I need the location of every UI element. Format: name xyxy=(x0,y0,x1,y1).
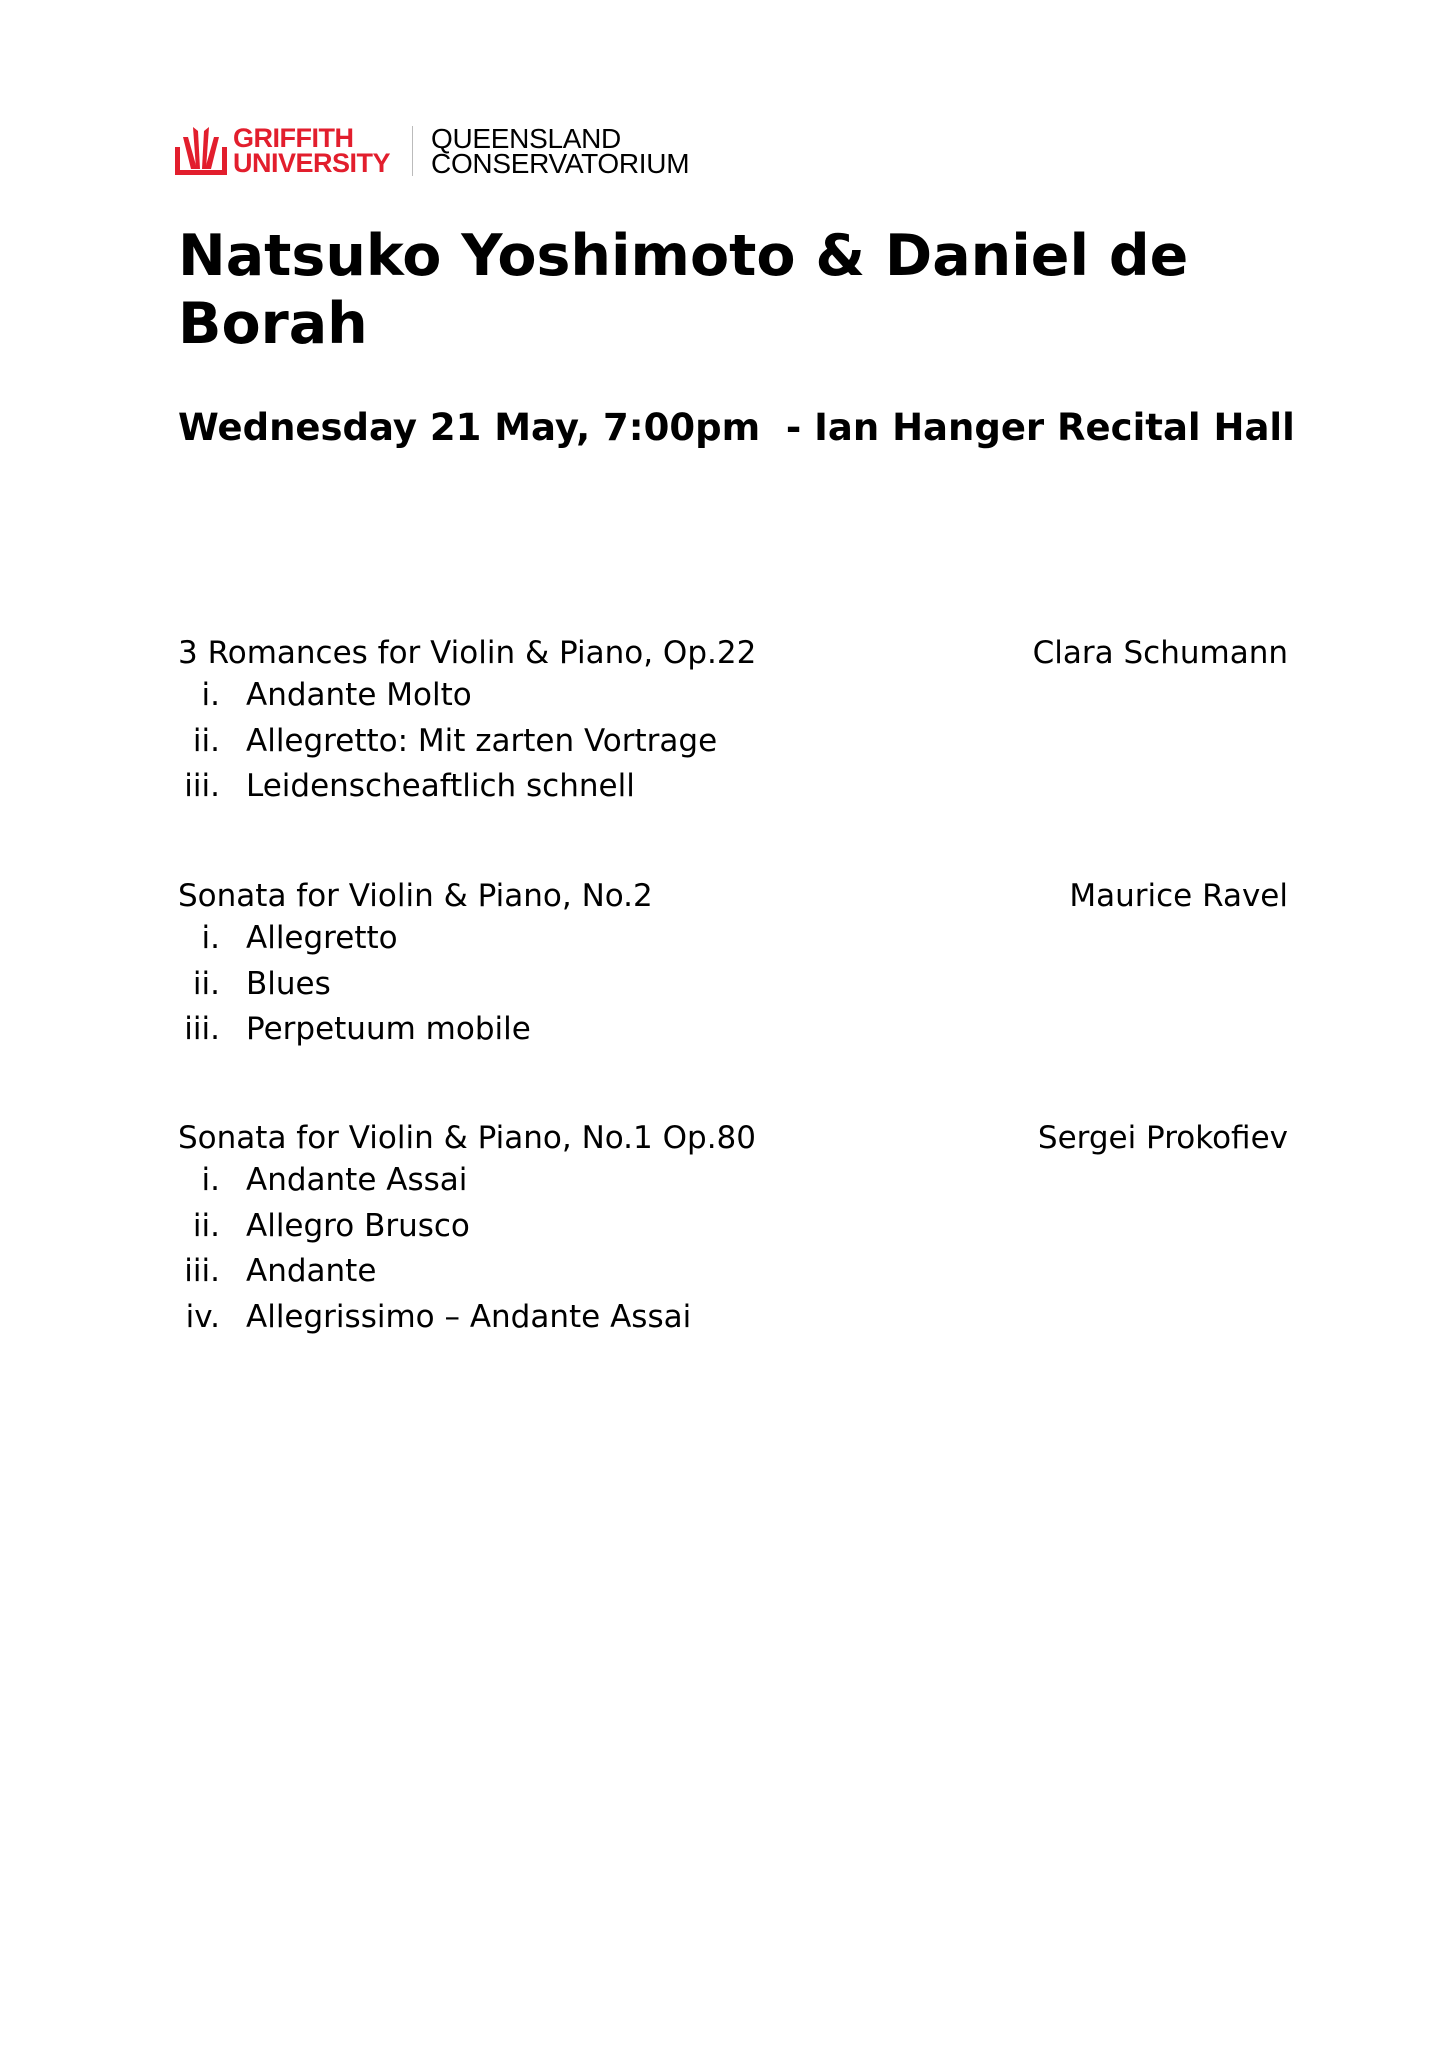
university-line1: GRIFFITH xyxy=(233,123,354,153)
program-work xyxy=(178,1118,1288,1340)
composer: Clara Schumann xyxy=(1032,635,1288,671)
movement-name: Allegro Brusco xyxy=(246,1207,470,1244)
movement-number: iii. xyxy=(184,1011,220,1047)
movement xyxy=(178,764,1288,810)
movement-number: i. xyxy=(201,1162,220,1198)
work-header xyxy=(178,876,1288,916)
movement xyxy=(178,962,1288,1008)
movement xyxy=(178,1295,1288,1341)
movement-number: ii. xyxy=(192,1207,220,1244)
movement xyxy=(178,916,1288,962)
movement-number: ii. xyxy=(192,965,220,1002)
work-title: Sonata for Violin & Piano, No.2 xyxy=(178,878,653,914)
work-title: 3 Romances for Violin & Piano, Op.22 xyxy=(178,635,757,671)
movement-name: Andante Molto xyxy=(246,677,472,713)
movement xyxy=(178,1249,1288,1295)
movement-number: i. xyxy=(201,920,220,956)
logo xyxy=(175,122,689,180)
university-line2: UNIVERSITY xyxy=(233,148,391,178)
logo-divider xyxy=(412,126,413,176)
concert-date-venue: Wednesday 21 May, 7:00pm - Ian Hanger Recital Hall xyxy=(178,406,1295,449)
program-work xyxy=(178,633,1288,810)
movement-name: Allegrissimo – Andante Assai xyxy=(246,1298,692,1335)
conservatorium-line1: QUEENSLAND xyxy=(431,123,621,154)
movement-name: Allegretto: Mit zarten Vortrage xyxy=(246,722,718,759)
movement-number: iii. xyxy=(184,768,220,804)
work-header xyxy=(178,633,1288,673)
griffith-emblem-icon xyxy=(175,125,227,177)
movement xyxy=(178,1007,1288,1053)
movement-name: Perpetuum mobile xyxy=(246,1011,531,1047)
movement-number: iv. xyxy=(185,1298,220,1335)
movement-name: Andante xyxy=(246,1253,377,1289)
composer: Maurice Ravel xyxy=(1069,878,1288,914)
conservatorium-line2: CONSERVATORIUM xyxy=(431,148,690,179)
composer: Sergei Prokofiev xyxy=(1037,1120,1288,1156)
movement xyxy=(178,1158,1288,1204)
movement-name: Blues xyxy=(246,965,331,1002)
concert-title: Natsuko Yoshimoto & Daniel de Borah xyxy=(178,223,1189,357)
movement-number: ii. xyxy=(192,722,220,759)
movement-name: Andante Assai xyxy=(246,1162,468,1198)
program-work xyxy=(178,876,1288,1053)
movement xyxy=(178,1204,1288,1250)
griffith-university-logo xyxy=(175,125,390,177)
work-title: Sonata for Violin & Piano, No.1 Op.80 xyxy=(178,1120,756,1156)
movement-name: Allegretto xyxy=(246,920,398,956)
conservatorium-logo xyxy=(431,123,690,179)
movement xyxy=(178,673,1288,719)
movement-name: Leidenscheaftlich schnell xyxy=(246,768,635,804)
work-header xyxy=(178,1118,1288,1158)
movement xyxy=(178,719,1288,765)
movement-number: i. xyxy=(201,677,220,713)
movement-number: iii. xyxy=(184,1253,220,1289)
